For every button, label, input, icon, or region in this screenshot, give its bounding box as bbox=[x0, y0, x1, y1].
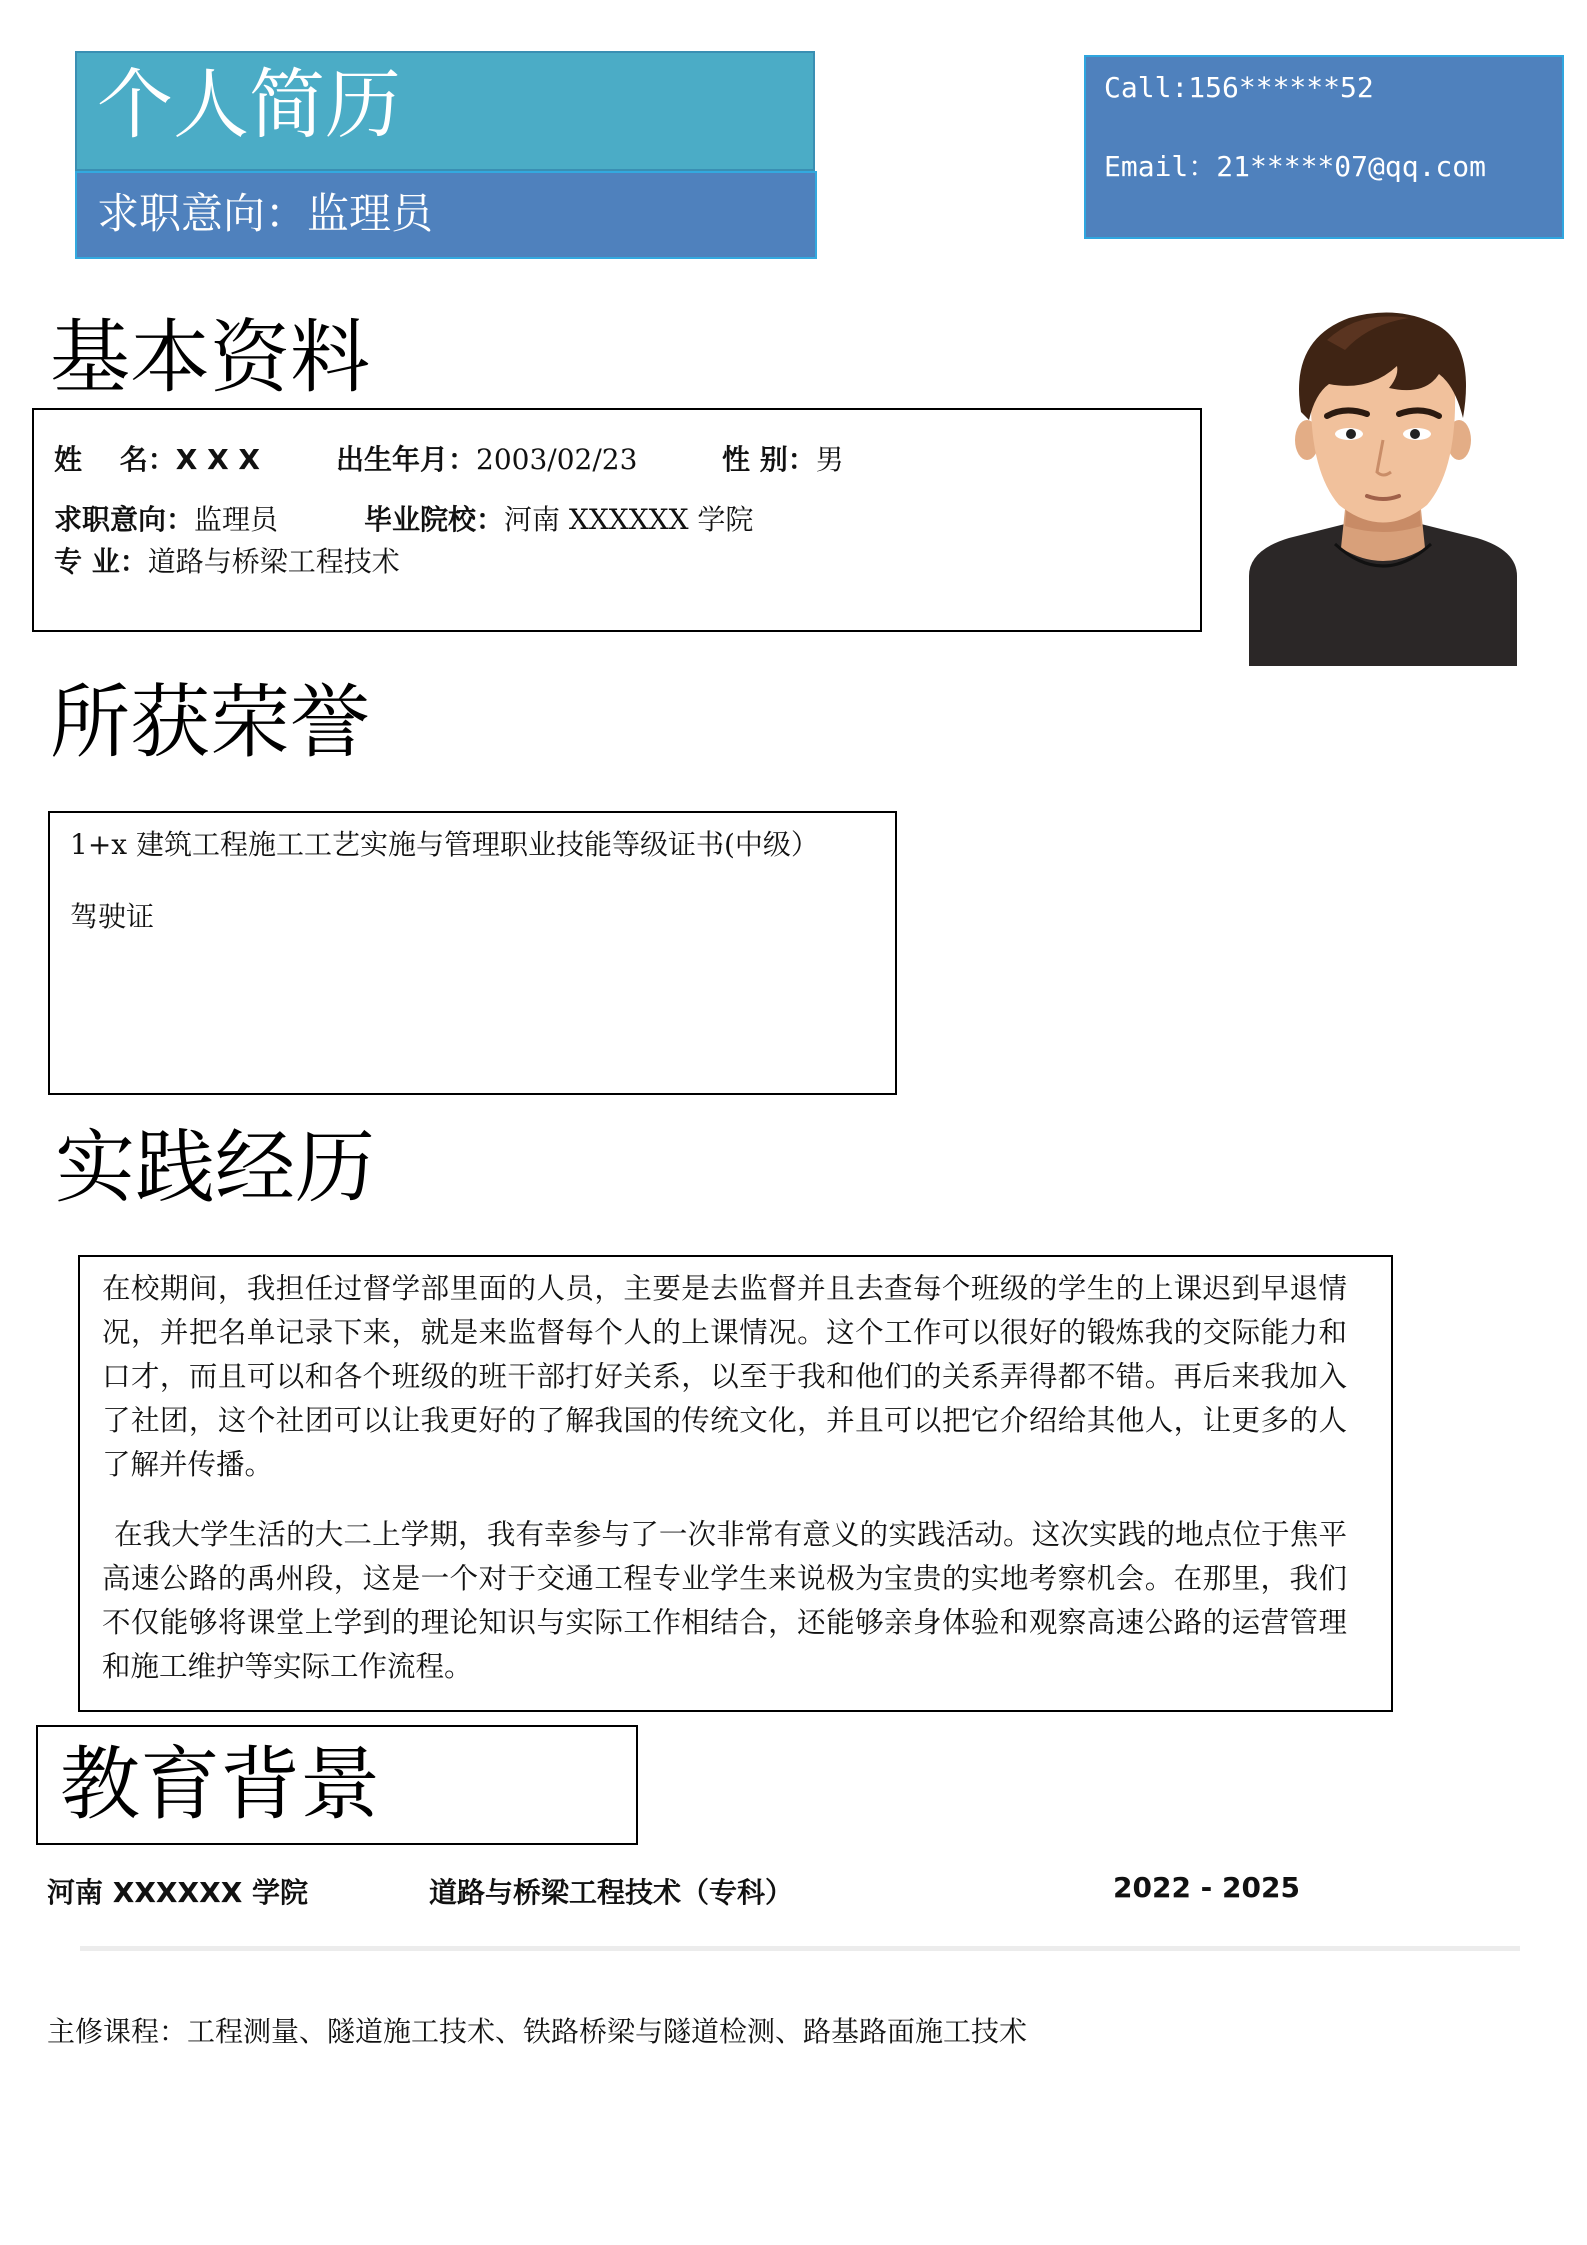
honor-item-1: 1+x 建筑工程施工工艺实施与管理职业技能等级证书(中级） bbox=[70, 828, 819, 861]
section-heading-education: 教育背景 bbox=[60, 1738, 380, 1831]
intent-value: 监理员 bbox=[194, 503, 279, 536]
education-period: 2022 - 2025 bbox=[1113, 1871, 1300, 1904]
basic-info-box bbox=[32, 408, 1202, 632]
name-value: X X X bbox=[175, 443, 261, 476]
practice-paragraph-1: 在校期间，我担任过督学部里面的人员，主要是去监督并且去查每个班级的学生的上课迟到早退情况，并把名单记录下来，就是来监督每个人的上课情况。这个工作可以很好的锻炼我的交际能力和口才，而且可以和各个班级的班干部打好关系，以至于我和他们的关系弄得都不错。再后来我加入了社团，这个社团可以让我更好的了解我国的传统文化，并且可以把它介绍给其他人，让更多的人了解并传播。 bbox=[102, 1272, 1347, 1481]
gender-value: 男 bbox=[815, 443, 844, 476]
job-intent-text: 求职意向：监理员 bbox=[97, 189, 434, 238]
major-value: 道路与桥梁工程技术 bbox=[147, 545, 400, 578]
phone-text: Call:156******52 bbox=[1104, 71, 1374, 104]
birth-row bbox=[336, 438, 637, 478]
school-row bbox=[364, 498, 753, 538]
name-row bbox=[54, 438, 260, 478]
intent-label: 求职意向： bbox=[54, 503, 195, 536]
gender-label: 性 别： bbox=[722, 443, 816, 476]
honors-box bbox=[48, 811, 897, 1095]
birth-value: 2003/02/23 bbox=[476, 443, 638, 476]
education-courses: 主修课程：工程测量、隧道施工技术、铁路桥梁与隧道检测、路基路面施工技术 bbox=[47, 2015, 1028, 2048]
honor-item-2: 驾驶证 bbox=[70, 900, 155, 933]
education-heading-box bbox=[36, 1725, 638, 1845]
contact-box bbox=[1084, 55, 1564, 239]
intent-row bbox=[54, 498, 278, 538]
name-label: 姓 名： bbox=[54, 443, 176, 476]
section-heading-basic: 基本资料 bbox=[50, 311, 370, 404]
title-banner bbox=[75, 51, 815, 171]
section-heading-practice: 实践经历 bbox=[55, 1121, 375, 1214]
divider bbox=[80, 1946, 1520, 1951]
school-value: 河南 XXXXXX 学院 bbox=[504, 503, 754, 536]
major-label: 专 业： bbox=[54, 545, 148, 578]
section-heading-honors: 所获荣誉 bbox=[50, 676, 370, 769]
education-school: 河南 XXXXXX 学院 bbox=[47, 1876, 309, 1909]
school-label: 毕业院校： bbox=[364, 503, 505, 536]
practice-paragraph-2: 在我大学生活的大二上学期，我有幸参与了一次非常有意义的实践活动。这次实践的地点位于焦平高速公路的禹州段，这是一个对于交通工程专业学生来说极为宝贵的实地考察机会。在那里，我们不仅能够将课堂上学到的理论知识与实际工作相结合，还能够亲身体验和观察高速公路的运营管理和施工维护等实际工作流程。 bbox=[102, 1518, 1347, 1683]
gender-row bbox=[722, 438, 844, 478]
education-major: 道路与桥梁工程技术（专科） bbox=[429, 1876, 794, 1909]
major-row bbox=[54, 540, 400, 580]
practice-box bbox=[78, 1255, 1393, 1712]
job-intent-banner bbox=[75, 171, 817, 259]
resume-title: 个人简历 bbox=[97, 60, 401, 149]
email-text: Email：21*****07@qq.com bbox=[1104, 150, 1487, 183]
avatar bbox=[1249, 300, 1517, 666]
birth-label: 出生年月： bbox=[336, 443, 477, 476]
